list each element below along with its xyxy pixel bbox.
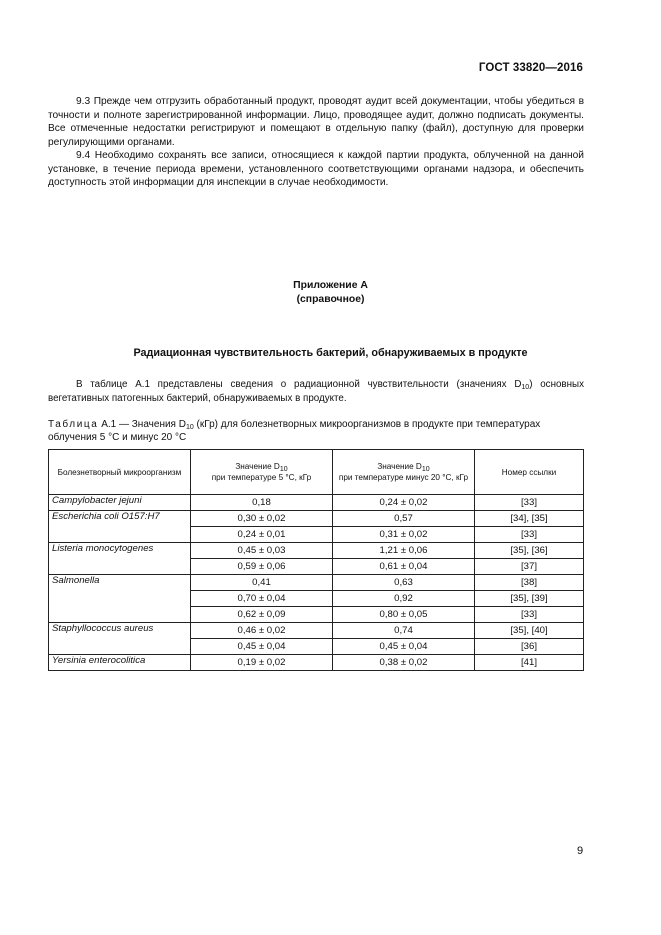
annex-label: Приложение А bbox=[293, 280, 368, 291]
header-organism: Болезнетворный микроорганизм bbox=[49, 450, 191, 495]
annex-intro-text-2: ) основных вегетативных патогенных бактерий, обнаруживаемых в продукте. bbox=[48, 379, 584, 404]
d10-5c-cell: 0,59 ± 0,06 bbox=[191, 559, 333, 575]
d10-5c-cell: 0,41 bbox=[191, 575, 333, 591]
header-d10-minus20c-a: Значение D bbox=[377, 462, 422, 471]
reference-cell: [36] bbox=[475, 639, 584, 655]
organism-cell: Campylobacter jejuni bbox=[49, 495, 191, 511]
d10-minus20c-cell: 0,45 ± 0,04 bbox=[333, 639, 475, 655]
table-row bbox=[49, 511, 584, 527]
organism-cell bbox=[49, 559, 191, 575]
d10-minus20c-cell: 0,57 bbox=[333, 511, 475, 527]
organism-cell bbox=[49, 639, 191, 655]
table-row bbox=[49, 575, 584, 591]
reference-cell: [35], [36] bbox=[475, 543, 584, 559]
reference-cell: [33] bbox=[475, 607, 584, 623]
d10-minus20c-cell: 0,38 ± 0,02 bbox=[333, 655, 475, 671]
table-row bbox=[49, 591, 584, 607]
reference-cell: [33] bbox=[475, 495, 584, 511]
annex-title: Радиационная чувствительность бактерий, обнаруживаемых в продукте bbox=[133, 347, 528, 359]
d10-5c-cell: 0,45 ± 0,03 bbox=[191, 543, 333, 559]
annex-intro bbox=[48, 378, 584, 405]
reference-cell: [38] bbox=[475, 575, 584, 591]
d10-5c-cell: 0,45 ± 0,04 bbox=[191, 639, 333, 655]
organism-cell: Yersinia enterocolitica bbox=[49, 655, 191, 671]
d10-minus20c-cell: 1,21 ± 0,06 bbox=[333, 543, 475, 559]
d10-5c-cell: 0,24 ± 0,01 bbox=[191, 527, 333, 543]
organism-cell bbox=[49, 607, 191, 623]
d10-5c-cell: 0,70 ± 0,04 bbox=[191, 591, 333, 607]
d10-minus20c-cell: 0,24 ± 0,02 bbox=[333, 495, 475, 511]
reference-cell: [33] bbox=[475, 527, 584, 543]
table-row bbox=[49, 639, 584, 655]
reference-cell: [41] bbox=[475, 655, 584, 671]
d10-5c-cell: 0,30 ± 0,02 bbox=[191, 511, 333, 527]
d10-5c-cell: 0,62 ± 0,09 bbox=[191, 607, 333, 623]
document-number: ГОСТ 33820—2016 bbox=[478, 62, 583, 74]
organism-cell: Salmonella bbox=[49, 575, 191, 591]
header-d10-minus20c bbox=[333, 450, 475, 495]
table-caption bbox=[48, 418, 588, 444]
paragraph-9-3-text: 9.3 Прежде чем отгрузить обработанный продукт, проводят аудит всей документации, чтобы убедиться в точности и полноте зарегистрированной информации. Лицо, проводящее аудит, должно подписать документы. Все отмеченные недостатки регистрируют и помещают в отдельную папку (файл), доступную для проверки регулирующими органами. bbox=[48, 96, 584, 148]
radiation-sensitivity-table bbox=[48, 449, 584, 671]
d10-minus20c-cell: 0,31 ± 0,02 bbox=[333, 527, 475, 543]
header-reference: Номер ссылки bbox=[475, 450, 584, 495]
page-number: 9 bbox=[577, 845, 584, 857]
paragraph-9-3 bbox=[48, 95, 584, 149]
d10-minus20c-cell: 0,74 bbox=[333, 623, 475, 639]
reference-cell: [37] bbox=[475, 559, 584, 575]
header-d10-minus20c-sub: 10 bbox=[421, 466, 430, 473]
d10-5c-cell: 0,18 bbox=[191, 495, 333, 511]
table-caption-subscript: 10 bbox=[185, 424, 194, 431]
header-d10-5c-b: при температуре 5 °С, кГр bbox=[211, 473, 312, 482]
header-d10-5c-a: Значение D bbox=[235, 462, 280, 471]
organism-cell bbox=[49, 527, 191, 543]
header-d10-5c-sub: 10 bbox=[279, 466, 288, 473]
table-row bbox=[49, 623, 584, 639]
paragraph-9-4 bbox=[48, 149, 584, 190]
annex-note: (справочное) bbox=[296, 294, 365, 305]
organism-cell bbox=[49, 591, 191, 607]
table-row bbox=[49, 655, 584, 671]
organism-cell: Listeria monocytogenes bbox=[49, 543, 191, 559]
table-caption-rest: (кГр) для болезнетворных микроорганизмов в продукте при температурах облучения 5 °С и минус 20 °С bbox=[48, 419, 541, 443]
table-caption-prefix: Таблица bbox=[48, 419, 99, 430]
d10-minus20c-cell: 0,92 bbox=[333, 591, 475, 607]
table-caption-number: А.1 — Значения D bbox=[98, 419, 186, 430]
reference-cell: [35], [40] bbox=[475, 623, 584, 639]
header-d10-5c bbox=[191, 450, 333, 495]
d10-5c-cell: 0,46 ± 0,02 bbox=[191, 623, 333, 639]
d10-minus20c-cell: 0,80 ± 0,05 bbox=[333, 607, 475, 623]
table-header-row bbox=[49, 450, 584, 495]
table-row bbox=[49, 607, 584, 623]
d10-minus20c-cell: 0,63 bbox=[333, 575, 475, 591]
organism-cell: Staphyllococcus aureus bbox=[49, 623, 191, 639]
organism-cell: Escherichia coli O157:H7 bbox=[49, 511, 191, 527]
table-row bbox=[49, 495, 584, 511]
header-d10-minus20c-b: при температуре минус 20 °С, кГр bbox=[338, 473, 469, 482]
paragraph-9-4-text: 9.4 Необходимо сохранять все записи, относящиеся к каждой партии продукта, облученной на данной установке, в течение периода времени, установленного соответствующими органами надзора, и обеспечить доступность этой информации для инспекции в случае необходимости. bbox=[48, 150, 584, 189]
reference-cell: [35], [39] bbox=[475, 591, 584, 607]
d10-minus20c-cell: 0,61 ± 0,04 bbox=[333, 559, 475, 575]
table-row bbox=[49, 527, 584, 543]
table-row bbox=[49, 543, 584, 559]
annex-intro-text-1: В таблице А.1 представлены сведения о радиационной чувствительности (значениях D bbox=[76, 379, 522, 390]
annex-intro-subscript: 10 bbox=[521, 384, 530, 391]
table-row bbox=[49, 559, 584, 575]
reference-cell: [34], [35] bbox=[475, 511, 584, 527]
d10-5c-cell: 0,19 ± 0,02 bbox=[191, 655, 333, 671]
